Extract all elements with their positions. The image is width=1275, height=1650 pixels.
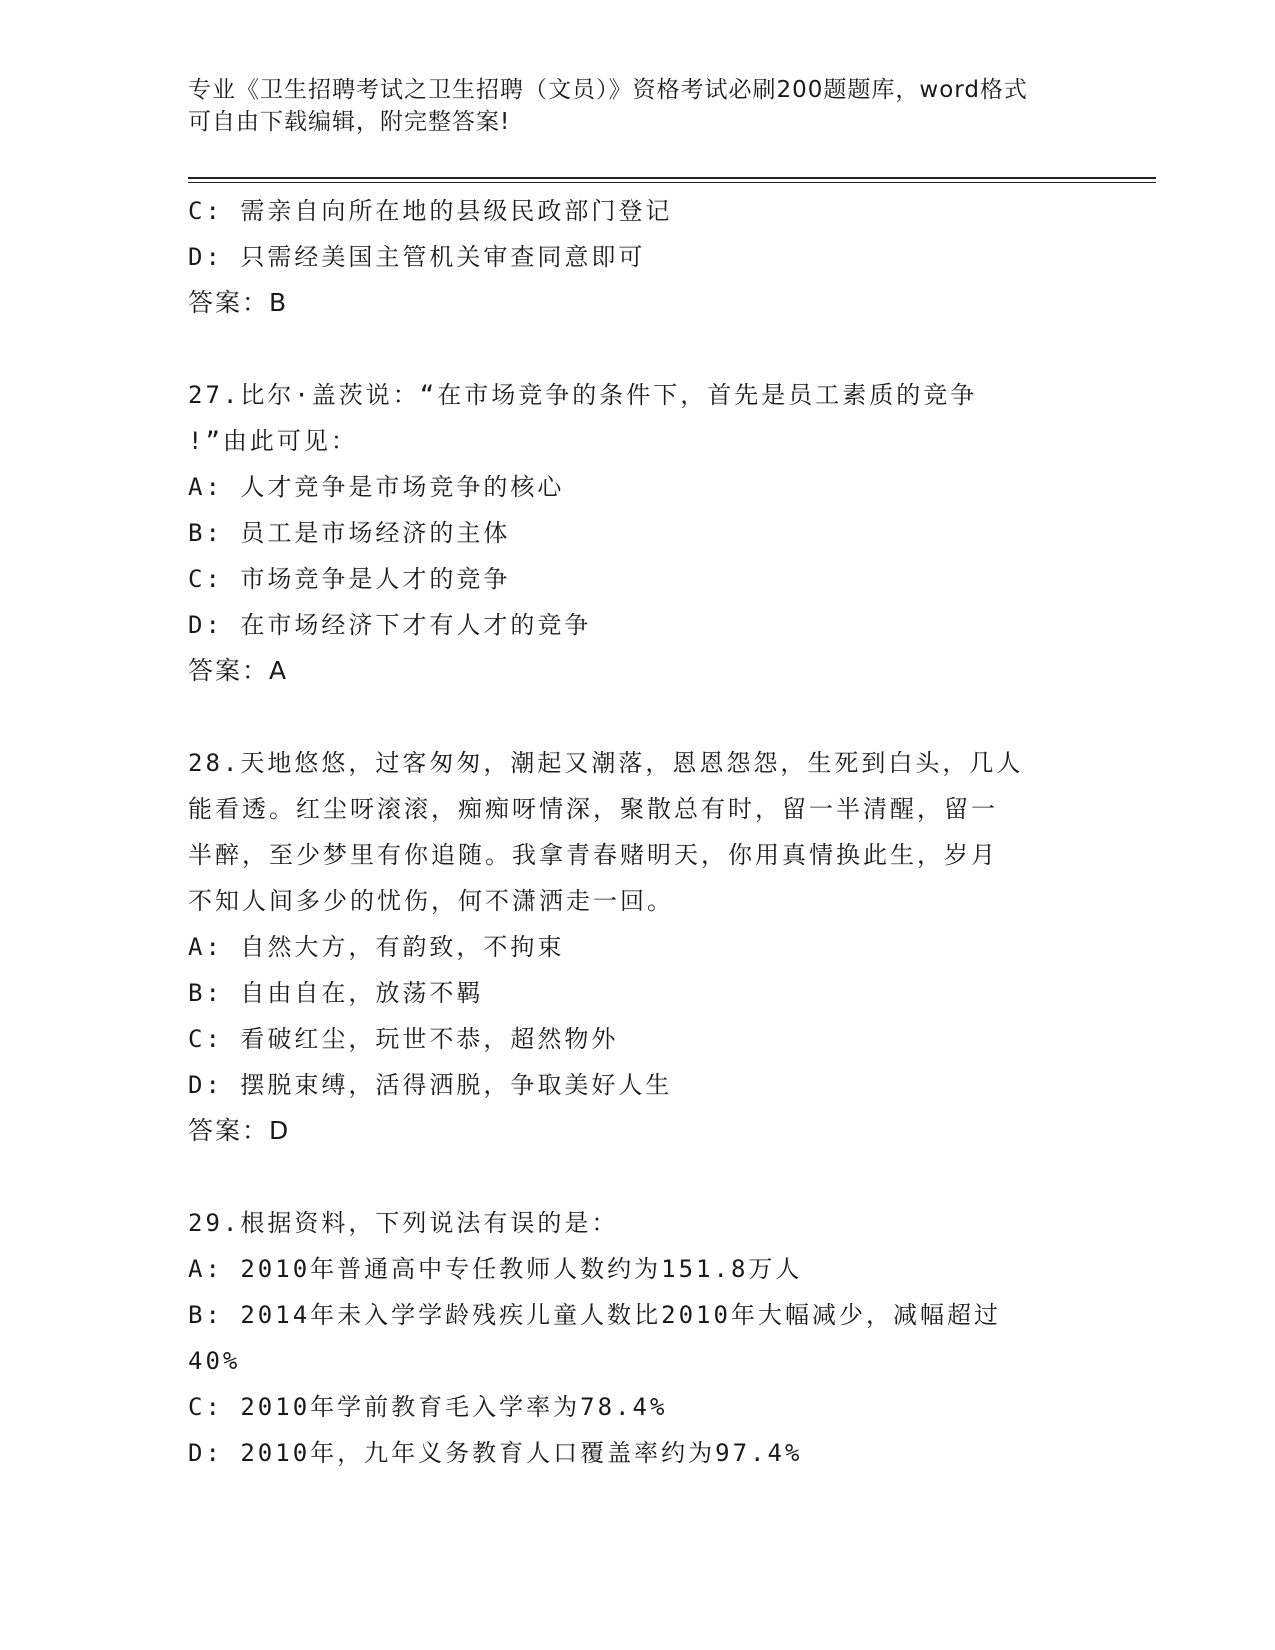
option-b: B: 员工是市场经济的主体 bbox=[188, 519, 511, 547]
question-stem-line: 不知人间多少的忧伤，何不潇洒走一回。 bbox=[188, 887, 674, 915]
question-stem-line: 27.比尔·盖茨说：“在市场竞争的条件下，首先是员工素质的竞争 bbox=[188, 381, 978, 409]
option-d: D: 2010年，九年义务教育人口覆盖率约为97.4% bbox=[188, 1439, 803, 1467]
option-b-continued: 40% bbox=[188, 1347, 241, 1375]
question-27 bbox=[188, 372, 1088, 694]
answer-line: 答案：A bbox=[188, 656, 289, 685]
option-c: C: 需亲自向所在地的县级民政部门登记 bbox=[188, 197, 673, 225]
option-a: A: 2010年普通高中专任教师人数约为151.8万人 bbox=[188, 1255, 803, 1283]
answer-line: 答案：B bbox=[188, 288, 289, 317]
option-a: A: 自然大方，有韵致，不拘束 bbox=[188, 933, 565, 961]
spacer bbox=[188, 1154, 1088, 1200]
option-c: C: 看破红尘，玩世不恭，超然物外 bbox=[188, 1025, 619, 1053]
question-28 bbox=[188, 740, 1088, 1154]
header-title-line-2: 可自由下载编辑，附完整答案! bbox=[188, 109, 511, 135]
question-stem-line: 28.天地悠悠，过客匆匆，潮起又潮落，恩恩怨怨，生死到白头，几人 bbox=[188, 749, 1024, 777]
question-stem-line: 半醉，至少梦里有你追随。我拿青春赌明天，你用真情换此生，岁月 bbox=[188, 841, 998, 869]
option-b: B: 2014年未入学学龄残疾儿童人数比2010年大幅减少，减幅超过 bbox=[188, 1301, 1001, 1329]
option-a: A: 人才竞争是市场竞争的核心 bbox=[188, 473, 565, 501]
question-stem-line: 29.根据资料，下列说法有误的是： bbox=[188, 1209, 619, 1237]
option-d: D: 在市场经济下才有人才的竞争 bbox=[188, 611, 592, 639]
option-c: C: 2010年学前教育毛入学率为78.4% bbox=[188, 1393, 668, 1421]
header-divider-thin bbox=[188, 182, 1156, 183]
option-b: B: 自由自在，放荡不羁 bbox=[188, 979, 484, 1007]
question-stem-line: !”由此可见： bbox=[188, 427, 358, 455]
answer-line: 答案：D bbox=[188, 1116, 291, 1145]
question-list bbox=[188, 188, 1088, 1476]
option-d: D: 只需经美国主管机关审查同意即可 bbox=[188, 243, 646, 271]
question-stem-line: 能看透。红尘呀滚滚，痴痴呀情深，聚散总有时，留一半清醒，留一 bbox=[188, 795, 998, 823]
option-d: D: 摆脱束缚，活得洒脱，争取美好人生 bbox=[188, 1071, 673, 1099]
question-26-continued bbox=[188, 188, 1088, 326]
header-divider-thick bbox=[188, 177, 1156, 179]
spacer bbox=[188, 694, 1088, 740]
question-29 bbox=[188, 1200, 1088, 1476]
document-header bbox=[188, 74, 1068, 138]
header-title-line-1: 专业《卫生招聘考试之卫生招聘（文员）》资格考试必刷200题题库，word格式 bbox=[188, 77, 1028, 103]
spacer bbox=[188, 326, 1088, 372]
option-c: C: 市场竞争是人才的竞争 bbox=[188, 565, 511, 593]
